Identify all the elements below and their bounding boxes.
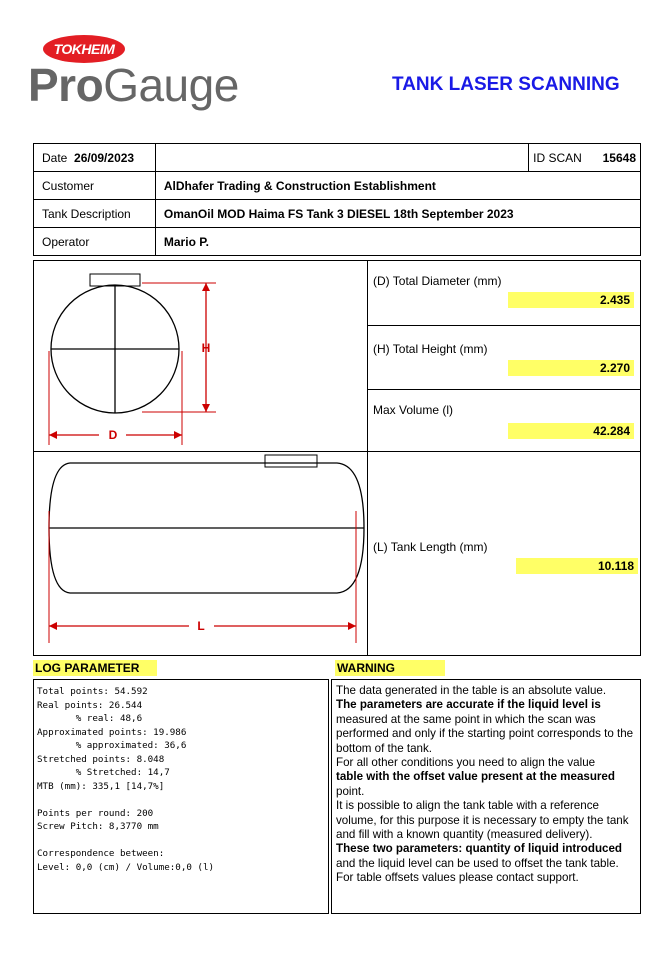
cross-section-drawing bbox=[49, 274, 216, 445]
log-parameter-heading: LOG PARAMETER bbox=[33, 660, 157, 676]
warning-box bbox=[331, 679, 641, 914]
warning-text: For all other conditions you need to align the value bbox=[336, 756, 596, 770]
log-line: Screw Pitch: 8,3770 mm bbox=[37, 821, 159, 832]
progauge-logo: ProGauge bbox=[28, 59, 239, 111]
l-dimension-label: L bbox=[197, 619, 205, 634]
date-label: Date bbox=[42, 150, 68, 165]
max-volume-label: Max Volume (l) bbox=[373, 403, 454, 417]
id-scan-cell bbox=[529, 144, 641, 172]
warning-text: point. bbox=[336, 784, 365, 798]
log-line: Correspondence between: bbox=[37, 848, 165, 859]
log-line: % real: 48,6 bbox=[37, 713, 143, 724]
warning-text: These two parameters: quantity of liquid introduced bbox=[336, 842, 623, 856]
customer-label: Customer bbox=[34, 172, 156, 200]
total-diameter-label: (D) Total Diameter (mm) bbox=[373, 274, 502, 288]
log-line: Stretched points: 8.048 bbox=[37, 753, 165, 765]
side-view-drawing bbox=[49, 455, 364, 643]
log-line: Points per round: 200 bbox=[37, 807, 154, 819]
warning-text: The parameters are accurate if the liquid level is bbox=[336, 698, 601, 712]
d-dimension-label: D bbox=[108, 428, 118, 443]
tokheim-logo: TOKHEIM bbox=[43, 35, 125, 63]
page-title: TANK LASER SCANNING bbox=[392, 74, 620, 95]
operator-value: Mario P. bbox=[155, 228, 640, 256]
max-volume-value: 42.284 bbox=[508, 423, 634, 439]
log-line: % Stretched: 14,7 bbox=[37, 767, 170, 778]
id-scan-value: 15648 bbox=[602, 150, 636, 165]
log-line: Real points: 26.544 bbox=[37, 699, 143, 711]
total-diameter-value: 2.435 bbox=[508, 292, 634, 308]
total-height-value: 2.270 bbox=[508, 360, 634, 376]
log-line bbox=[37, 834, 325, 848]
warning-heading: WARNING bbox=[335, 660, 445, 676]
id-scan-label: ID SCAN bbox=[533, 150, 582, 165]
log-line: Level: 0,0 (cm) / Volume:0,0 (l) bbox=[37, 861, 215, 873]
tank-description-value: OmanOil MOD Haima FS Tank 3 DIESEL 18th September 2023 bbox=[155, 200, 640, 228]
operator-label: Operator bbox=[34, 228, 156, 256]
log-parameter-box bbox=[33, 679, 329, 914]
h-dimension-label: H bbox=[201, 341, 211, 356]
date-cell bbox=[34, 144, 156, 172]
log-line: MTB (mm): 335,1 [14,7%] bbox=[37, 780, 165, 792]
tank-dimensions-panel bbox=[33, 260, 641, 656]
warning-text: The data generated in the table is an absolute value. bbox=[336, 684, 607, 697]
tank-length-label: (L) Tank Length (mm) bbox=[373, 540, 488, 554]
warning-text: and the liquid level can be used to offset the tank table. bbox=[336, 856, 619, 870]
warning-text: measured at the same point in which the scan was performed and only if the starting point corresponds to the bottom of the tank. bbox=[336, 712, 634, 755]
warning-text: For table offsets values please contact support. bbox=[336, 871, 579, 885]
log-line: Approximated points: 19.986 bbox=[37, 726, 187, 738]
info-table bbox=[33, 143, 641, 256]
tank-length-value: 10.118 bbox=[516, 558, 638, 574]
warning-text: table with the offset value present at the measured bbox=[336, 770, 615, 784]
date-value: 26/09/2023 bbox=[74, 150, 135, 165]
tank-drawing bbox=[34, 261, 642, 657]
log-line: Total points: 54.592 bbox=[37, 686, 148, 697]
customer-value: AlDhafer Trading & Construction Establishment bbox=[155, 172, 640, 200]
total-height-label: (H) Total Height (mm) bbox=[373, 342, 488, 356]
log-line bbox=[37, 793, 325, 807]
warning-text: It is possible to align the tank table with a reference volume, for this purpose it is necessary to empty the tank and fill with a known quantity (measured delivery). bbox=[336, 799, 629, 842]
log-line: % approximated: 36,6 bbox=[37, 740, 187, 751]
tank-description-label: Tank Description bbox=[34, 200, 156, 228]
blank-cell bbox=[155, 144, 528, 172]
